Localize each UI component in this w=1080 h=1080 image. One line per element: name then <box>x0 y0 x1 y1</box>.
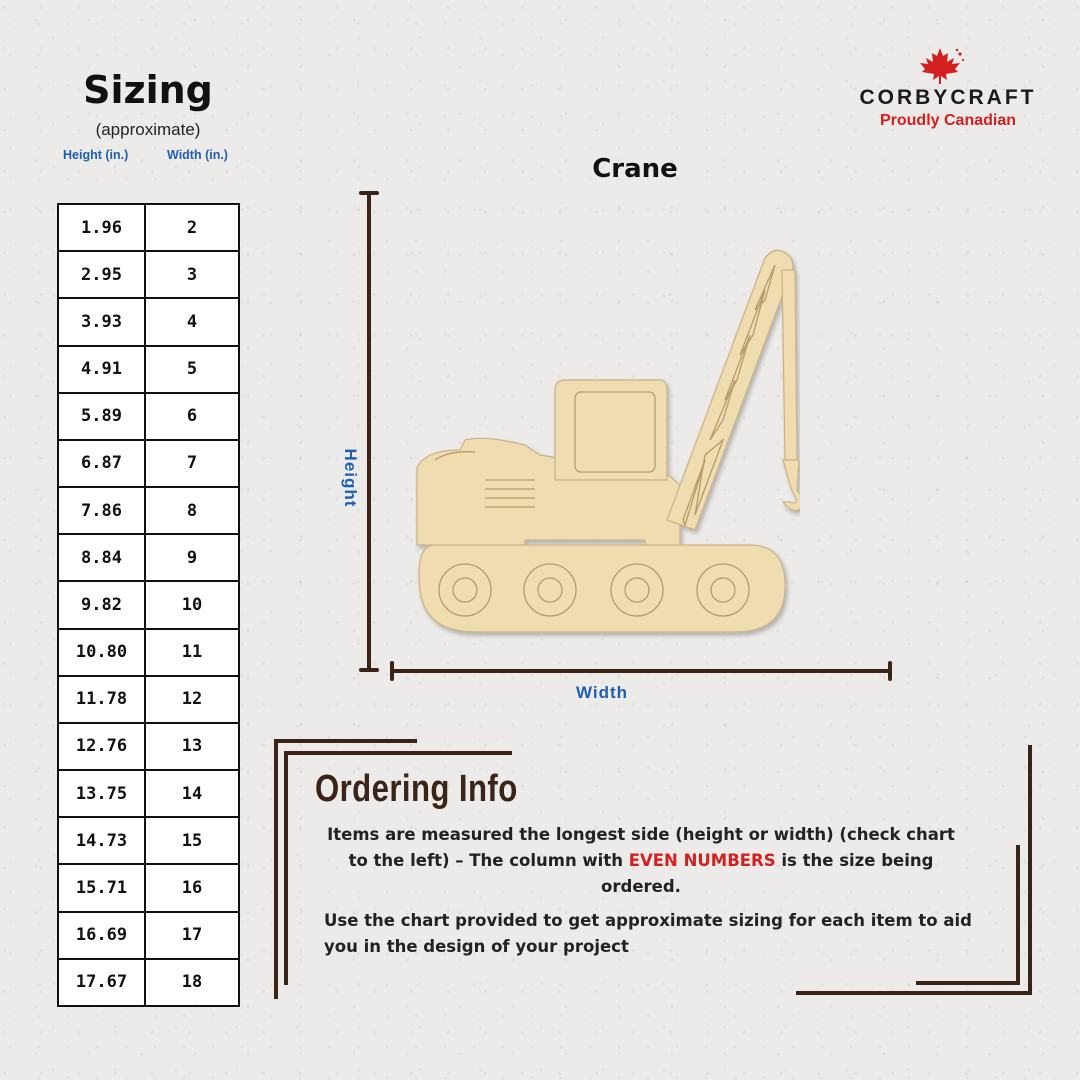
height-label: Height <box>341 448 360 508</box>
ordering-title: Ordering Info <box>315 768 518 810</box>
sizing-table <box>57 203 240 1007</box>
height-cell: 6.87 <box>59 441 146 486</box>
column-header-height: Height (in.) <box>63 148 129 162</box>
table-row <box>59 865 238 912</box>
width-cell: 13 <box>181 736 203 757</box>
table-row <box>59 299 238 346</box>
width-cell: 15 <box>181 830 203 851</box>
width-label: Width <box>575 683 629 702</box>
height-cell: 8.84 <box>59 535 146 580</box>
width-cell: 18 <box>181 972 203 993</box>
height-cell: 2.95 <box>59 252 146 297</box>
column-header-width: Width (in.) <box>167 148 228 162</box>
table-row <box>59 724 238 771</box>
even-numbers-highlight: EVEN NUMBERS <box>628 851 776 870</box>
table-row <box>59 818 238 865</box>
width-cell: 8 <box>186 500 198 521</box>
table-row <box>59 582 238 629</box>
height-cell: 14.73 <box>59 818 146 863</box>
ordering-p1-text: Items are measured the longest side (height or width) (check chart to the left) – The column with <box>327 825 955 870</box>
width-cell: 14 <box>181 783 203 804</box>
width-cell: 9 <box>186 547 198 568</box>
table-row <box>59 630 238 677</box>
table-row <box>59 913 238 960</box>
height-cell: 16.69 <box>59 913 146 958</box>
height-cell: 11.78 <box>59 677 146 722</box>
product-title: Crane <box>592 154 678 184</box>
ordering-paragraph-2: Use the chart provided to get approximate sizing for each item to aid you in the design of your project <box>324 911 972 956</box>
height-cell: 7.86 <box>59 488 146 533</box>
brand-tagline: Proudly Canadian <box>879 112 1017 129</box>
brand-name: CORBYCRAFT <box>859 86 1037 109</box>
table-row <box>59 394 238 441</box>
width-cell: 7 <box>186 453 198 474</box>
sizing-title: Sizing <box>83 68 213 112</box>
height-cell: 5.89 <box>59 394 146 439</box>
height-cell: 13.75 <box>59 771 146 816</box>
height-cell: 12.76 <box>59 724 146 769</box>
height-cell: 3.93 <box>59 299 146 344</box>
width-cell: 12 <box>181 689 203 710</box>
width-cell: 2 <box>186 217 198 238</box>
ordering-paragraph-1 <box>318 822 964 900</box>
table-row <box>59 205 238 252</box>
maple-leaf-icon <box>914 46 966 86</box>
height-cell: 15.71 <box>59 865 146 910</box>
width-cell: 6 <box>186 406 198 427</box>
ordering-p1-text-end: is the size being ordered. <box>601 851 934 896</box>
height-cell: 9.82 <box>59 582 146 627</box>
table-row <box>59 252 238 299</box>
width-cell: 4 <box>186 311 198 332</box>
height-cell: 10.80 <box>59 630 146 675</box>
width-cell: 5 <box>186 359 198 380</box>
height-cell: 4.91 <box>59 347 146 392</box>
width-cell: 10 <box>181 594 203 615</box>
width-cell: 16 <box>181 877 203 898</box>
table-row <box>59 441 238 488</box>
sizing-subtitle: (approximate) <box>95 120 201 139</box>
width-cell: 11 <box>181 642 203 663</box>
table-row <box>59 960 238 1005</box>
table-row <box>59 771 238 818</box>
crane-icon <box>405 240 800 640</box>
table-row <box>59 488 238 535</box>
table-row <box>59 677 238 724</box>
height-cell: 1.96 <box>59 205 146 250</box>
table-row <box>59 535 238 582</box>
height-cell: 17.67 <box>59 960 146 1005</box>
table-row <box>59 347 238 394</box>
width-cell: 17 <box>181 925 203 946</box>
width-cell: 3 <box>186 264 198 285</box>
